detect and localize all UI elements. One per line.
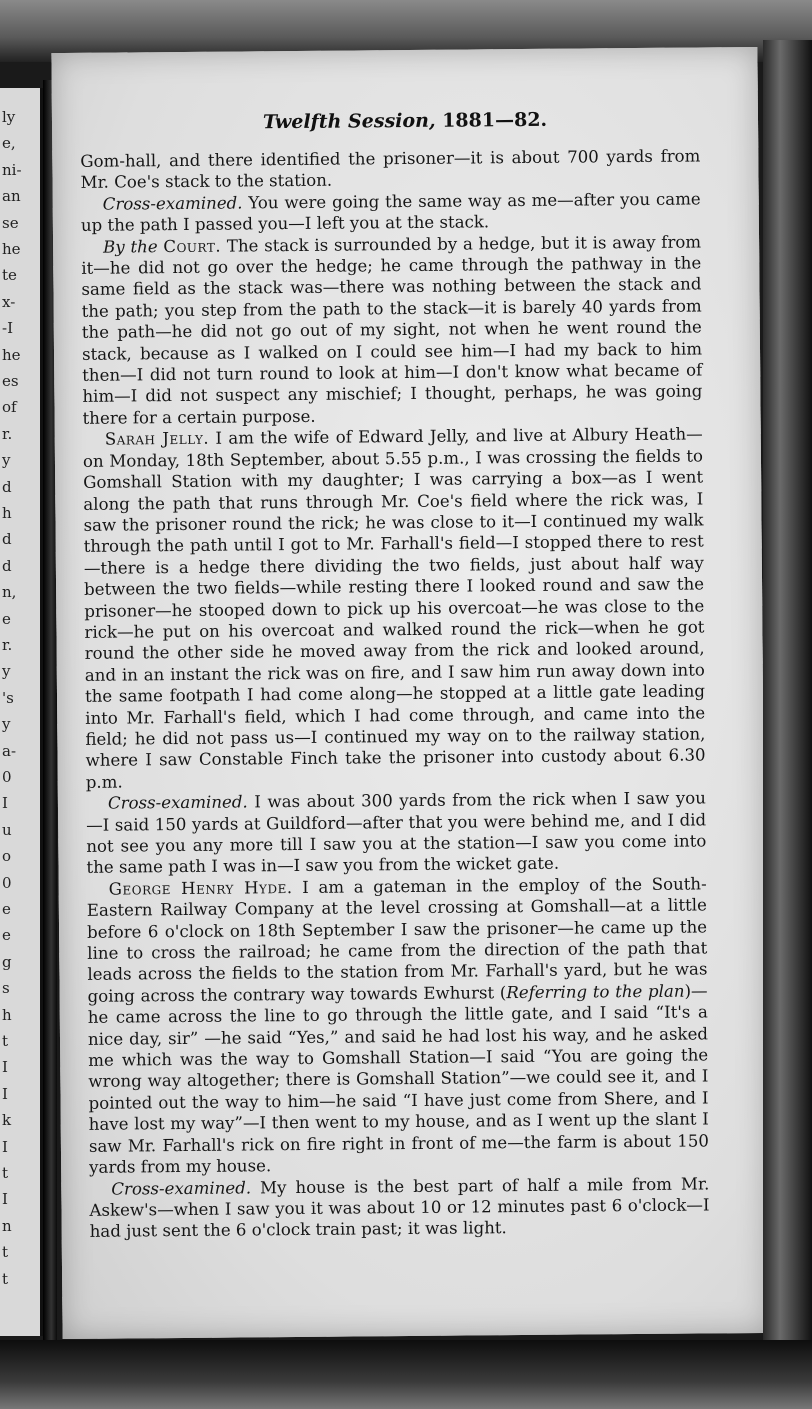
margin-fragment: te	[2, 266, 17, 285]
margin-fragment: g	[2, 952, 12, 971]
margin-fragment: I	[2, 794, 8, 813]
session-years: 1881—82.	[442, 108, 548, 132]
paragraph-cross-examination: Cross-examined. My house is the best part of half a mile from Mr. Askew's—when I saw you it was about 10 or 12 minutes past 6 o'clock—I had just sent the 6 o'clock train past; it was light.	[89, 1173, 710, 1242]
margin-fragment: s	[2, 979, 10, 998]
margin-fragment: t	[2, 1243, 9, 1262]
paragraph-lead: By the	[103, 236, 158, 257]
margin-fragment: d	[2, 556, 12, 575]
margin-fragment: t	[2, 1032, 9, 1050]
scan-bottom-border	[0, 1340, 812, 1409]
margin-fragment: e,	[2, 134, 16, 153]
paragraph-lead: Cross-examined.	[102, 193, 243, 214]
paragraph-continuation: Gom-hall, and there identified the prisoner—it is about 700 yards from Mr. Coe's stack to the station.	[80, 146, 701, 193]
margin-fragment: ni-	[2, 160, 22, 179]
margin-fragment: y	[2, 662, 11, 681]
paragraph-cross-examination: Cross-examined. I was about 300 yards from the rick when I saw you—I said 150 yards at Guildford—after that you were behind me, and I did not see you any more till I saw you at the station—I saw you come into the same path I was in—I saw you from the wicket gate.	[86, 788, 707, 878]
scan-right-border	[763, 40, 812, 1340]
margin-fragment: o	[2, 847, 12, 866]
margin-fragment: of	[2, 398, 17, 417]
margin-fragment: r.	[2, 424, 13, 443]
margin-fragment: I	[2, 1084, 8, 1103]
margin-fragment: y	[2, 451, 11, 470]
speaker-name: George Henry Hyde.	[108, 877, 293, 899]
margin-fragment: es	[2, 372, 19, 390]
speaker-name: Sarah Jelly.	[104, 429, 210, 449]
speaker-name: Court.	[163, 236, 222, 256]
margin-fragment: he	[2, 240, 21, 258]
margin-fragment: e	[2, 900, 11, 918]
margin-fragment: I	[2, 1058, 8, 1077]
body-text	[80, 145, 710, 1242]
margin-fragment: 0	[2, 768, 12, 786]
margin-fragment: ly	[2, 108, 16, 126]
paragraph-lead: Cross-examined.	[111, 1177, 252, 1199]
margin-fragment: e	[2, 926, 11, 945]
margin-fragment: I	[2, 1190, 8, 1209]
margin-fragment: n	[2, 1216, 12, 1235]
margin-fragment: t	[2, 1269, 9, 1288]
margin-fragment: k	[2, 1111, 12, 1130]
paragraph-george-henry-hyde: George Henry Hyde. I am a gateman in the employ of the South-Eastern Railway Company at the level crossing at Gomshall—at a little before 6 o'clock on 18th September I saw the prisoner—he came up the line to cross the railroad; he came from the direction of the path that leads across the fields to the station from Mr. Farhall's yard, but he was going across the contrary way towards Ewhurst (Referring to the plan)—he came across the line to go through the little gate, and I said “It's a nice day, sir” —he said “Yes,” and said he had lost his way, and he asked me which was the way to Gomshall Station—I said “You are going the wrong way altogether; there is Gomshall Station”—we could see it, and I pointed out the way to him—he said “I have just come from Shere, and I have lost my way”—I then went to my house, and as I went up the slant I saw Mr. Farhall's rick on fire right in front of me—the farm is about 150 yards from my house.	[86, 874, 710, 1177]
margin-fragment: an	[2, 187, 21, 206]
margin-fragment: d	[2, 530, 12, 549]
margin-fragment: h	[2, 1005, 12, 1024]
left-facing-page	[0, 88, 43, 1336]
margin-fragment: 's	[2, 688, 14, 707]
margin-fragment: y	[2, 715, 11, 734]
margin-fragment: 0	[2, 873, 12, 892]
margin-fragment: u	[2, 820, 12, 839]
page-header	[52, 107, 758, 135]
margin-fragment: a-	[2, 741, 17, 760]
margin-fragment: d	[2, 477, 12, 496]
paragraph-by-the-court: By the Court. The stack is surrounded by a hedge, but it is away from it—he did not go over the hedge; he came through the pathway in the same field as the stack was—there was nothing between the stack and the path; you step from the path to the stack—it is barely 40 yards from the path—he did not go out of my sight, not when he went round the stack, because as I walked on I could see him—I had my back to him then—I did not turn round to look at him—I don't know what became of him—I did not suspect any mischief; I thought, perhaps, he was going there for a certain purpose.	[81, 232, 703, 428]
margin-fragment: e	[2, 609, 11, 628]
inline-italic: Referring to the plan	[506, 981, 685, 1003]
session-title: Twelfth Session,	[262, 109, 436, 134]
margin-fragment: I	[2, 1137, 8, 1156]
margin-fragment: h	[2, 504, 12, 522]
margin-fragment: t	[2, 1164, 9, 1182]
paragraph-sarah-jelly: Sarah Jelly. I am the wife of Edward Jelly, and live at Albury Heath—on Monday, 18th September, about 5.55 p.m., I was crossing the fields to Gomshall Station with my daughter; I was carrying a box—as I went along the path that runs through Mr. Coe's field where the rick was, I saw the prisoner round the rick; he was close to it—I continued my walk through the path until I got to Mr. Farhall's field—I stopped there to rest—there is a hedge there dividing the two fields, just about half way between the two fields—while resting there I looked round and saw the prisoner—he stooped down to pick up his overcoat—he was close to the rick—he put on his overcoat and walked round the rick—when he got round the other side he moved away from the rick and looked around, and in an instant the rick was on fire, and I saw him run away down into the same footpath I had come along—he stopped at a little gate leading into Mr. Farhall's field, which I had come through, and came into the field; he did not pass us—I continued my way on to the railway station, where I saw Constable Finch take the prisoner into custody about 6.30 p.m.	[82, 424, 706, 792]
margin-fragment: se	[2, 213, 19, 232]
margin-fragment: n,	[2, 583, 17, 602]
paragraph-cross-examination: Cross-examined. You were going the same way as me—after you came up the path I passed you—I left you at the stack.	[80, 189, 701, 236]
margin-fragment: x-	[2, 292, 16, 311]
margin-fragment: r.	[2, 636, 13, 654]
margin-fragment: -I	[2, 319, 13, 338]
document-page	[51, 47, 768, 1339]
margin-fragment: he	[2, 345, 21, 364]
paragraph-lead: Cross-examined.	[107, 792, 248, 813]
